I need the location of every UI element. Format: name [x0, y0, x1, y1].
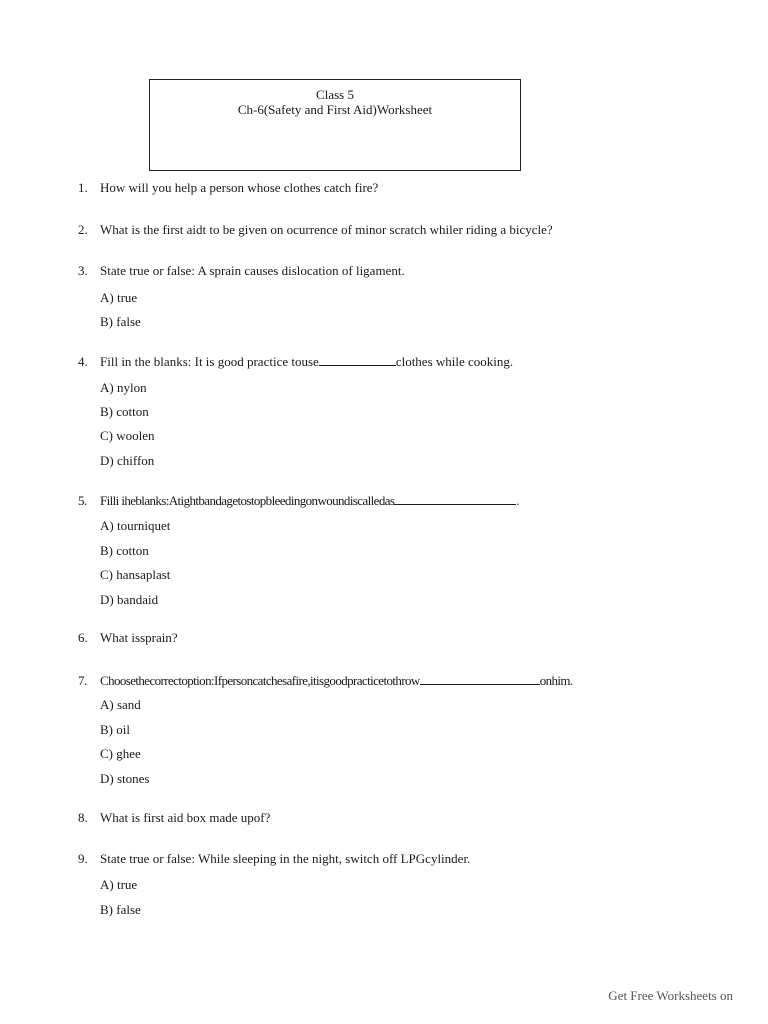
question-text: How will you help a person whose clothes catch fire?: [100, 180, 379, 195]
question-number: 8.: [78, 810, 88, 825]
option-item: A) true: [100, 877, 138, 892]
option-item: D) bandaid: [100, 592, 159, 607]
question-number: 5.: [78, 493, 87, 508]
option-item: B) false: [100, 314, 141, 329]
option-item: A) nylon: [100, 380, 147, 395]
option-item: B) cotton: [100, 404, 149, 419]
question-3: [78, 263, 405, 279]
question-text: State true or false: A sprain causes dislocation of ligament.: [100, 263, 405, 278]
worksheet-title: Ch-6(Safety and First Aid)Worksheet: [237, 102, 433, 117]
question-text: What is first aid box made upof?: [100, 810, 271, 825]
question-text-end: .: [516, 493, 520, 508]
question-5: [78, 492, 519, 509]
option-item: D) chiffon: [100, 453, 155, 468]
question-number: 1.: [78, 180, 88, 195]
question-8: [78, 810, 270, 826]
option-item: C) woolen: [100, 428, 155, 443]
footer-link-text[interactable]: Get Free Worksheets on: [608, 988, 733, 1003]
answer-blank: [420, 672, 540, 685]
option-item: A) true: [100, 290, 138, 305]
option-item: B) oil: [100, 722, 130, 737]
question-number: 2.: [78, 222, 88, 237]
option-item: B) false: [100, 902, 141, 917]
question-text: What issprain?: [100, 630, 178, 645]
question-4: [78, 353, 513, 370]
answer-blank: [319, 353, 396, 366]
question-number: 7.: [78, 673, 87, 688]
question-9: [78, 851, 470, 867]
question-1: [78, 180, 378, 196]
question-7: [78, 672, 573, 689]
question-text: What is the first aidt to be given on ocurrence of minor scratch whiler riding a bicycle?: [100, 222, 553, 237]
option-item: C) ghee: [100, 746, 141, 761]
worksheet-header-box: [149, 79, 521, 171]
option-item: A) tourniquet: [100, 518, 171, 533]
answer-blank: [394, 492, 516, 505]
class-label: Class 5: [316, 87, 354, 102]
question-text: Choosethecorrectoption:Ifpersoncatchesafire,itisgoodpracticetothrow: [100, 673, 420, 688]
option-item: D) stones: [100, 771, 150, 786]
question-text: State true or false: While sleeping in the night, switch off LPGcylinder.: [100, 851, 471, 866]
question-number: 3.: [78, 263, 88, 278]
question-number: 4.: [78, 354, 88, 369]
question-text-end: clothes while cooking.: [395, 354, 514, 369]
question-text: Fill in the blanks: It is good practice touse: [100, 354, 319, 369]
option-item: A) sand: [100, 697, 141, 712]
question-text: Filli iheblanks:Atightbandagetostopbleedingonwoundiscalledas: [100, 493, 395, 508]
option-item: C) hansaplast: [100, 567, 171, 582]
question-2: [78, 222, 553, 238]
question-number: 9.: [78, 851, 88, 866]
question-number: 6.: [78, 630, 88, 645]
option-item: B) cotton: [100, 543, 149, 558]
question-6: [78, 630, 178, 646]
question-text-end: onhim.: [539, 673, 573, 688]
